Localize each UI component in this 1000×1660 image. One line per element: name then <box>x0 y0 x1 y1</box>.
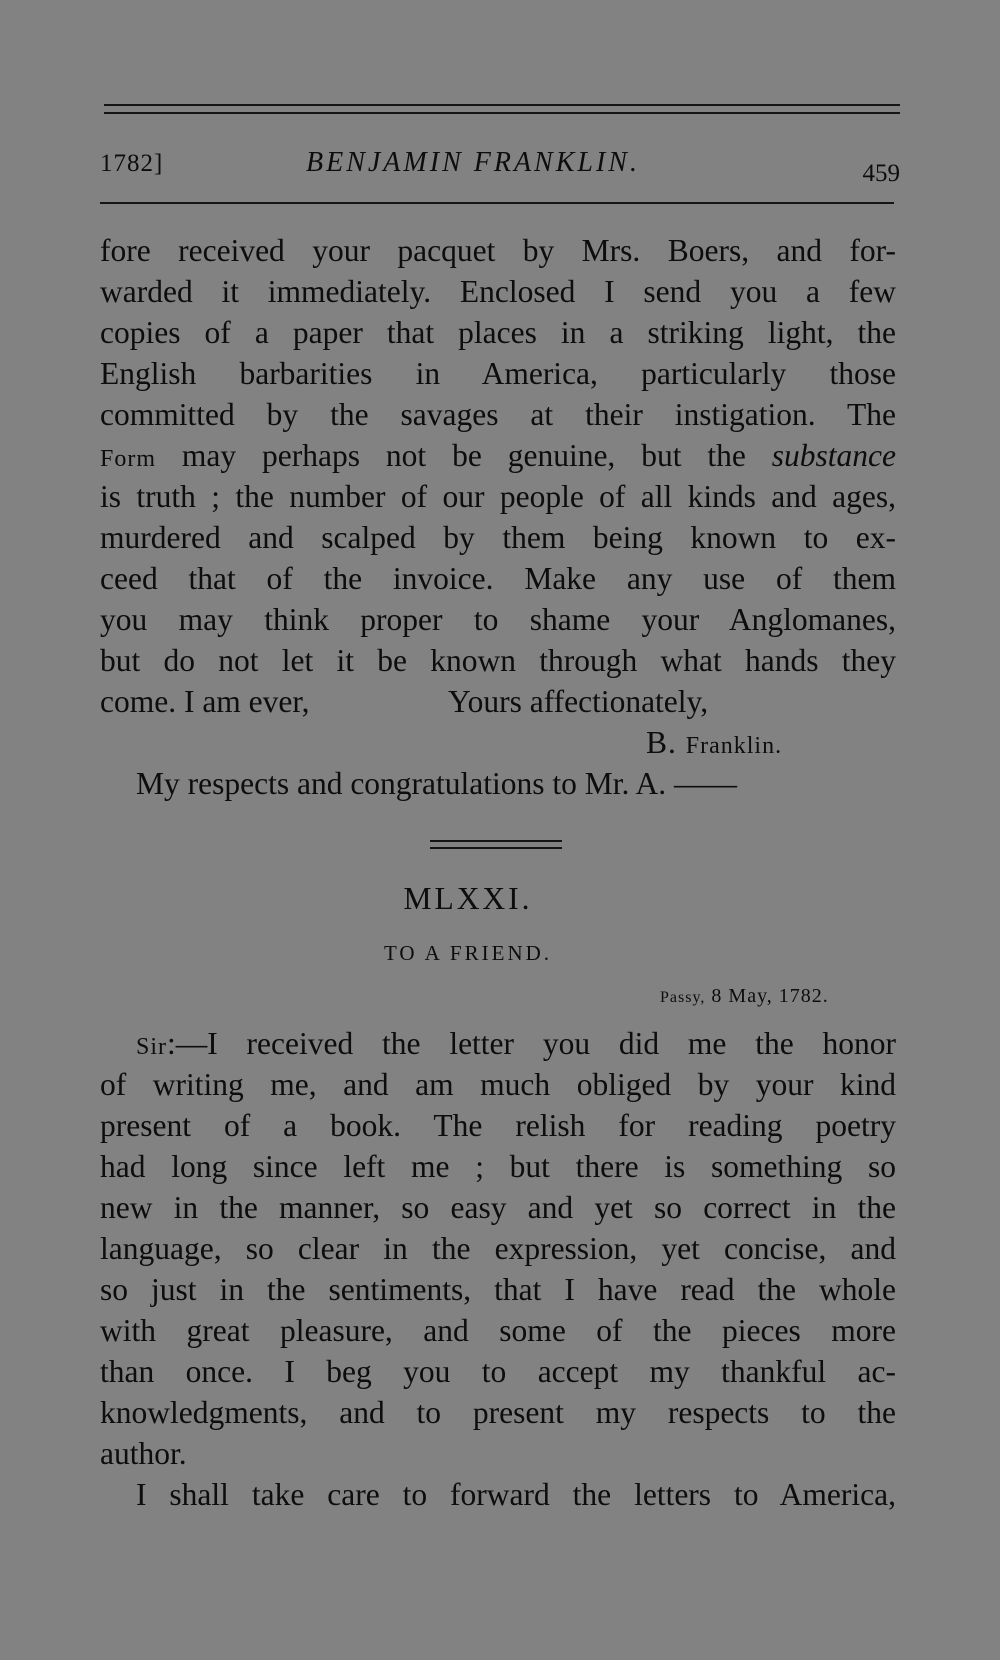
page-number: 459 <box>862 160 900 187</box>
text-line: but do not let it be known through what hands they <box>100 643 896 678</box>
postscript: My respects and congratulations to Mr. A. —— <box>136 766 738 801</box>
small-caps-form: Form <box>100 446 157 472</box>
text-line: I shall take care to forward the letters to America, <box>136 1477 896 1512</box>
salutation: Sir <box>136 1034 168 1060</box>
text-line: you may think proper to shame your Anglomanes, <box>100 602 896 637</box>
letter-dateline <box>100 985 896 1019</box>
text-fragment: may perhaps not be genuine, but the <box>181 438 746 473</box>
letter-body-continued <box>100 230 896 681</box>
text-line: committed by the savages at their instigation. The <box>100 397 896 432</box>
text-line: knowledgments, and to present my respects to the <box>100 1395 896 1430</box>
text-fragment: :—I received the letter you did me the honor <box>167 1026 896 1061</box>
text-line: is truth ; the number of our people of all kinds and ages, <box>100 479 896 514</box>
separator-rule <box>430 840 562 842</box>
top-rule <box>104 104 900 106</box>
book-page <box>100 104 900 1515</box>
text-line: English barbarities in America, particularly those <box>100 356 896 391</box>
letter-closing <box>100 681 896 722</box>
letter-body <box>100 1023 896 1515</box>
letter-number: MLXXI. <box>403 881 533 916</box>
italic-word: substance <box>771 438 896 473</box>
text-line: warded it immediately. Enclosed I send you a few <box>100 274 896 309</box>
text-line: new in the manner, so easy and yet so correct in the <box>100 1190 896 1225</box>
text-line: so just in the sentiments, that I have read the whole <box>100 1272 896 1307</box>
text-line <box>100 1023 896 1064</box>
running-head-title: BENJAMIN FRANKLIN. <box>306 147 640 178</box>
header-rule <box>100 202 894 204</box>
closing-left: come. I am ever, <box>100 684 310 719</box>
text-line <box>100 435 896 476</box>
text-line: than once. I beg you to accept my thankful ac- <box>100 1354 896 1389</box>
signature-initial: B. <box>646 725 677 760</box>
text-line: ceed that of the invoice. Make any use of them <box>100 561 896 596</box>
dateline-date: 8 May, 1782. <box>711 985 829 1007</box>
text-line: fore received your pacquet by Mrs. Boers, and for- <box>100 233 896 268</box>
letter-address: TO A FRIEND. <box>383 941 553 965</box>
running-head-year: 1782] <box>100 150 164 177</box>
closing-right: Yours affectionately, <box>448 684 709 719</box>
text-line: author. <box>100 1436 187 1471</box>
running-head <box>100 114 900 187</box>
separator-rule <box>430 847 562 849</box>
section-separator <box>430 840 562 849</box>
text-line: murdered and scalped by them being known to ex- <box>100 520 896 555</box>
text-line: with great pleasure, and some of the pieces more <box>100 1313 896 1348</box>
dateline-place: Passy, <box>660 989 706 1006</box>
text-line: language, so clear in the expression, yet concise, and <box>100 1231 896 1266</box>
text-line: present of a book. The relish for reading poetry <box>100 1108 896 1143</box>
signature-name: Franklin. <box>685 733 783 759</box>
signature <box>100 722 896 763</box>
text-line: of writing me, and am much obliged by your kind <box>100 1067 896 1102</box>
text-line: copies of a paper that places in a striking light, the <box>100 315 896 350</box>
text-line: had long since left me ; but there is something so <box>100 1149 896 1184</box>
